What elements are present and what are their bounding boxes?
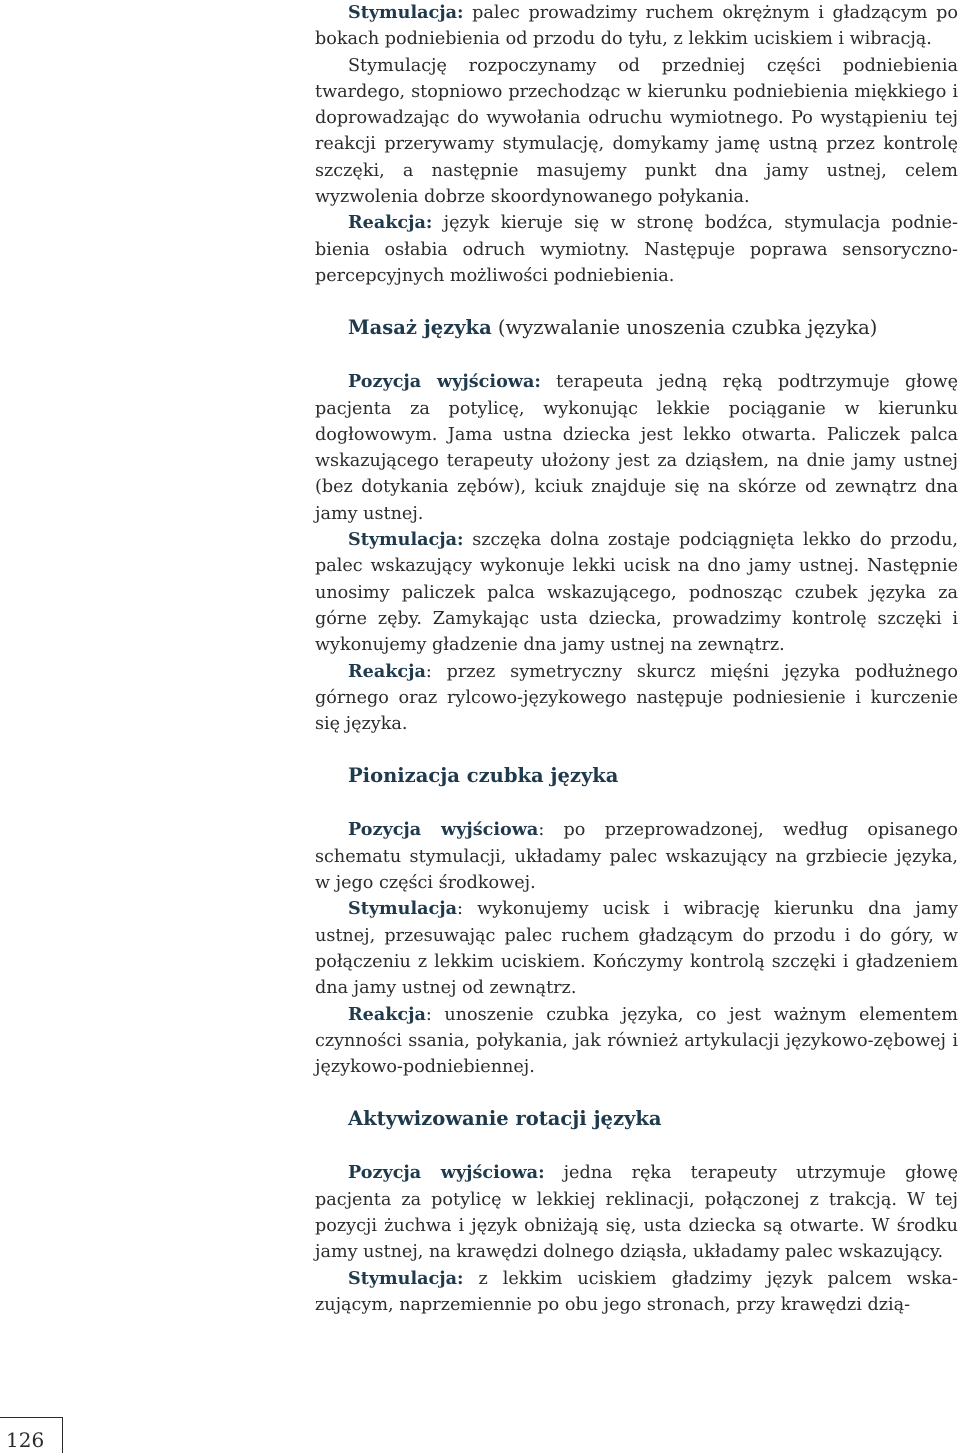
- paragraph-text: Stymulację rozpoczynamy od przedniej części podniebienia twardego, stopniowo przechodząc w kierunku podniebienia miękkiego i doprowadzając do wywołania odruchu wymiotnego. Po wystąpieniu tej reakcji przerywamy stymulację, domykamy jamę ustną przez kontrolę szczęki, a następnie masujemy punkt dna jamy ustnej, celem wyzwolenia dobrze skoordynowanego połykania.: [315, 55, 958, 208]
- label-stimulation: Stymulacja:: [348, 529, 464, 551]
- section-heading-tongue-tip-elevation: [315, 763, 958, 789]
- paragraph-stimulation-palate: [315, 0, 958, 53]
- paragraph-stimulation: [315, 1266, 958, 1319]
- label-reaction: Reakcja: [348, 660, 426, 682]
- paragraph-text: : wykonujemy ucisk i wibrację kierunku dna jamy ustnej, przesuwając palec ruchem gładzącym do przodu i do góry, w połączeniu z lekkim uciskiem. Kończymy kontrolą szczęki i gładzeniem dna jamy ustnej od zewnątrz.: [315, 899, 958, 999]
- section-heading-tongue-massage: [315, 315, 958, 341]
- paragraph-text: : unoszenie czubka języka, co jest ważnym elementem czynności ssania, połykania, jak również artykulacji językowo-zębowej i językowo-podniebiennej.: [315, 1004, 958, 1078]
- page-number: 126: [6, 1428, 45, 1452]
- paragraph-starting-position: [315, 1160, 958, 1265]
- section-title: Aktywizowanie rotacji języka: [348, 1107, 662, 1131]
- paragraph-stimulation: [315, 527, 958, 658]
- paragraph-text: terapeuta jedną ręką podtrzymuje głowę pacjenta za potylicę, wykonując lekkie pociąganie w kierunku dogłowowym. Jama ustna dziecka jest lekko otwarta. Paliczek palca wskazującego terapeuty ułożony jest za dziąsłem, na dnie jamy ustnej (bez dotykania zębów), kciuk znajduje się na skórze od zewnątrz dna jamy ustnej.: [315, 372, 958, 524]
- paragraph-text: jedna ręka terapeuty utrzymuje głowę pacjenta za potylicę w lekkiej reklinacji, połączonej z trakcją. W tej pozycji żuchwa i język obniżają się, usta dziecka są otwarte. W środku jamy ustnej, na krawędzi dolnego dziąsła, układamy palec wskazujący.: [315, 1163, 958, 1263]
- label-stimulation: Stymulacja:: [348, 1267, 464, 1289]
- paragraph-reaction: [315, 659, 958, 738]
- footer-rule: [0, 1417, 62, 1418]
- section-subtitle: (wyzwalanie unoszenia czubka języka): [491, 316, 878, 340]
- label-starting-position: Pozycja wyjściowa:: [348, 1162, 545, 1184]
- paragraph-reaction: [315, 1002, 958, 1081]
- paragraph-stimulation: [315, 896, 958, 1001]
- paragraph-text: szczęka dolna zostaje podciągnięta lekko do przodu, palec wskazujący wykonuje lekki ucisk na dno jamy ustnej. Następnie unosimy paliczek palca wskazującego, podnosząc czubek języka za górne zęby. Zamykając usta dziecka, prowadzimy kontrolę szczęki i wykonujemy gładzenie dna jamy ustnej na zewnątrz.: [315, 530, 958, 656]
- paragraph-text: : po przeprowadzonej, według opisanego schematu stymulacji, układamy palec wskazujący na grzbiecie języka, w jego części środkowej.: [315, 820, 958, 894]
- page-body: [315, 0, 958, 1318]
- paragraph-reaction-palate: [315, 210, 958, 289]
- label-reaction: Reakcja: [348, 1003, 426, 1025]
- paragraph-starting-position: [315, 817, 958, 896]
- paragraph-starting-position: [315, 369, 958, 527]
- label-stimulation: Stymulacja:: [348, 2, 464, 23]
- label-starting-position: Pozycja wyjściowa:: [348, 371, 541, 393]
- paragraph-text: palec prowadzimy ruchem okrężnym i gładzącym po bokach podniebienia od przodu do tyłu, z lekkim uciskiem i wibracją.: [315, 3, 958, 50]
- label-starting-position: Pozycja wyjściowa: [348, 819, 539, 841]
- section-title: Pionizacja czubka języka: [348, 764, 619, 788]
- label-stimulation: Stymulacja: [348, 898, 458, 920]
- label-reaction: Reakcja:: [348, 212, 433, 234]
- paragraph-text: język kieruje się w stronę bodźca, stymulacja podniebienia osłabia odruch wymiotny. Następuje poprawa sensoryczno-percepcyjnych możliwości podniebienia.: [315, 213, 958, 286]
- paragraph-text: : przez symetryczny skurcz mięśni języka podłużnego górnego oraz rylcowo-językowego następuje podniesienie i kurczenie się języka.: [315, 661, 958, 735]
- section-title: Masaż języka: [348, 316, 492, 340]
- paragraph-stimulation-details: [315, 53, 958, 211]
- paragraph-text: z lekkim uciskiem gładzimy język palcem wskazującym, naprzemiennie po obu jego stronach, przy krawędzi dzią-: [315, 1268, 958, 1315]
- section-heading-tongue-rotation: [315, 1106, 958, 1132]
- footer-rule-vertical: [62, 1417, 63, 1453]
